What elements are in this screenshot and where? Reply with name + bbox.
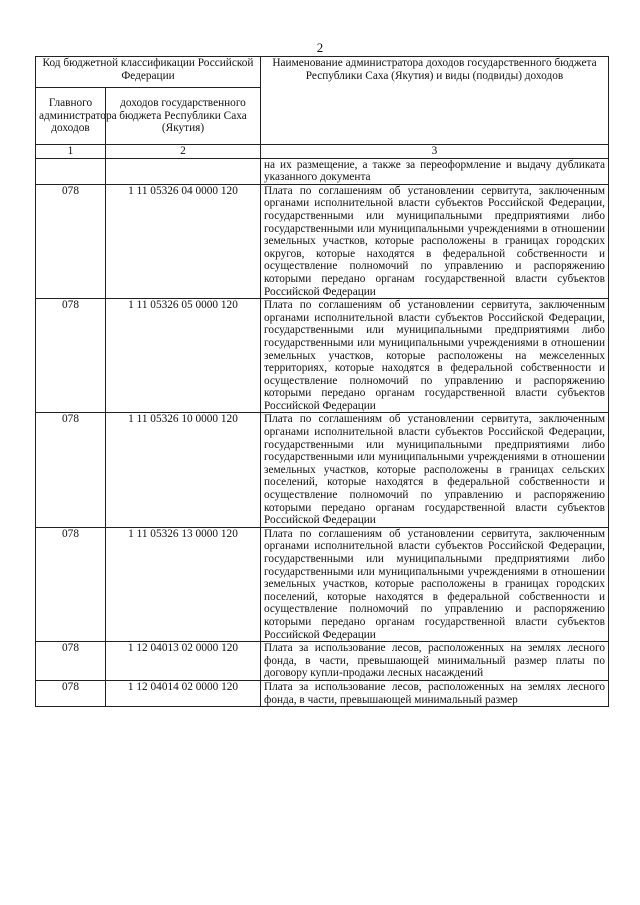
income-description: Плата за использование лесов, расположенных на землях лесного фонда, в части, превышающей минимальный размер платы по договору купли-продажи лесных насаждений bbox=[261, 642, 609, 681]
income-description: Плата по соглашениям об установлении сервитута, заключенным органами исполнительной власти субъектов Российской Федерации, государственными или муниципальными предприятиями либо государственными или муниципальными учреждениями в отношении земельных участков, которые расположены в границах сельских поселений, которые находятся в федеральной собственности и осуществление полномочий по управлению и распоряжению которыми передано органам государственной власти субъектов Российской Федерации bbox=[261, 413, 609, 527]
income-description: Плата по соглашениям об установлении сервитута, заключенным органами исполнительной власти субъектов Российской Федерации, государственными или муниципальными предприятиями либо государственными или муниципальными учреждениями в отношении земельных участков, которые расположены в границах городских поселений, которые находятся в федеральной собственности и осуществление полномочий по управлению и распоряжению которыми передано органам государственной власти субъектов Российской Федерации bbox=[261, 527, 609, 641]
column-number-2: 2 bbox=[106, 145, 261, 159]
admin-code: 078 bbox=[36, 299, 106, 413]
name-column-header: Наименование администратора доходов государственного бюджета Республики Саха (Якутия) и виды (подвиды) доходов bbox=[261, 57, 609, 145]
admin-code: 078 bbox=[36, 642, 106, 681]
continuation-row bbox=[36, 158, 609, 184]
table-row bbox=[36, 299, 609, 413]
income-description: Плата по соглашениям об установлении сервитута, заключенным органами исполнительной власти субъектов Российской Федерации, государственными или муниципальными предприятиями либо государственными или муниципальными учреждениями в отношении земельных участков, которые расположены в границах городских округов, которые находятся в федеральной собственности и осуществление полномочий по управлению и распоряжению которыми передано органам государственной власти субъектов Российской Федерации bbox=[261, 184, 609, 298]
admin-code: 078 bbox=[36, 184, 106, 298]
income-column-header: доходов государственного бюджета Республики Саха (Якутия) bbox=[106, 88, 261, 145]
admin-code: 078 bbox=[36, 527, 106, 641]
table-row bbox=[36, 184, 609, 298]
table-row bbox=[36, 527, 609, 641]
income-description: Плата по соглашениям об установлении сервитута, заключенным органами исполнительной власти субъектов Российской Федерации, государственными или муниципальными предприятиями либо государственными или муниципальными учреждениями в отношении земельных участков, которые расположены на межселенных территориях, которые находятся в федеральной собственности и осуществление полномочий по управлению и распоряжению которыми передано органам государственной власти субъектов Российской Федерации bbox=[261, 299, 609, 413]
admin-code: 078 bbox=[36, 680, 106, 706]
column-number-1: 1 bbox=[36, 145, 106, 159]
continuation-admin-cell bbox=[36, 158, 106, 184]
table-row bbox=[36, 680, 609, 706]
column-numbers-row bbox=[36, 145, 609, 159]
kbk-header: Код бюджетной классификации Российской Федерации bbox=[36, 57, 261, 88]
income-code: 1 12 04014 02 0000 120 bbox=[106, 680, 261, 706]
income-description: Плата за использование лесов, расположенных на землях лесного фонда, в части, превышающей минимальный размер bbox=[261, 680, 609, 706]
income-code: 1 11 05326 05 0000 120 bbox=[106, 299, 261, 413]
column-number-3: 3 bbox=[261, 145, 609, 159]
table-row bbox=[36, 413, 609, 527]
income-code: 1 12 04013 02 0000 120 bbox=[106, 642, 261, 681]
income-code: 1 11 05326 10 0000 120 bbox=[106, 413, 261, 527]
admin-column-header: Главного администратора доходов bbox=[36, 88, 106, 145]
table-row bbox=[36, 642, 609, 681]
admin-code: 078 bbox=[36, 413, 106, 527]
income-code: 1 11 05326 13 0000 120 bbox=[106, 527, 261, 641]
page-number: 2 bbox=[316, 40, 324, 55]
continuation-code-cell bbox=[106, 158, 261, 184]
income-code: 1 11 05326 04 0000 120 bbox=[106, 184, 261, 298]
budget-classification-table bbox=[35, 56, 609, 707]
header-row-1 bbox=[36, 57, 609, 88]
continuation-text: на их размещение, а также за переоформление и выдачу дубликата указанного документа bbox=[261, 158, 609, 184]
